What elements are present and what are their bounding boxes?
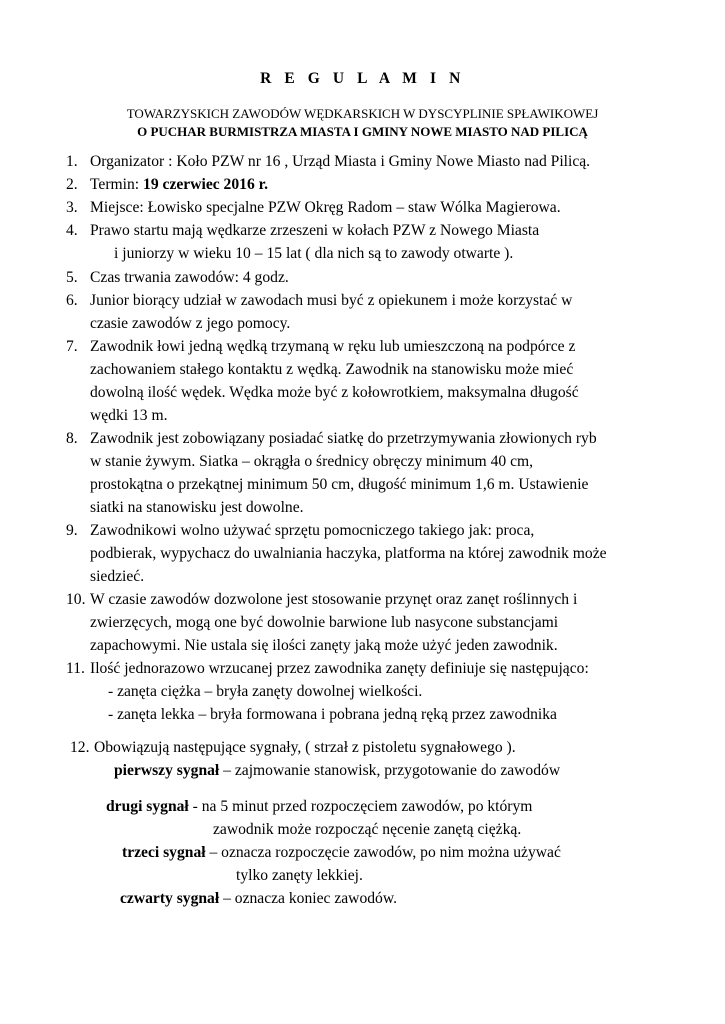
item-text-continued: w stanie żywym. Siatka – okrągła o średnicy obręczy minimum 40 cm, <box>90 453 534 470</box>
item-number: 2. <box>66 176 78 193</box>
document-subtitle-1: TOWARZYSKICH ZAWODÓW WĘDKARSKICH W DYSCYPLINIE SPŁAWIKOWEJ <box>126 106 599 121</box>
item-text: Zawodnikowi wolno używać sprzętu pomocniczego takiego jak: proca, <box>90 522 535 539</box>
item-prefix: Termin: <box>90 176 144 193</box>
item-number: 10. <box>66 591 86 608</box>
item-number: 1. <box>66 153 78 170</box>
signal-name: trzeci sygnał <box>122 844 206 861</box>
signal-3 <box>122 843 561 863</box>
item-bullet: - zanęta ciężka – bryła zanęty dowolnej wielkości. <box>108 683 423 700</box>
signal-name: pierwszy sygnał <box>114 762 220 779</box>
item-text: Czas trwania zawodów: 4 godz. <box>90 269 289 286</box>
signal-text-continued: zawodnik może rozpocząć nęcenie zanętą ciężką. <box>213 821 522 838</box>
signal-name: czwarty sygnał <box>120 890 220 907</box>
item-text <box>90 175 268 195</box>
item-text: Junior biorący udział w zawodach musi być z opiekunem i może korzystać w <box>90 292 573 309</box>
item-number: 8. <box>66 430 78 447</box>
item-date: 19 czerwiec 2016 r. <box>143 176 269 193</box>
signal-1 <box>114 761 560 781</box>
item-text: Zawodnik jest zobowiązany posiadać siatkę do przetrzymywania złowionych ryb <box>90 430 597 447</box>
item-number: 7. <box>66 338 78 355</box>
item-text-continued: siatki na stanowisku jest dowolne. <box>90 499 304 516</box>
signal-text: – zajmowanie stanowisk, przygotowanie do zawodów <box>219 762 561 779</box>
item-text: Zawodnik łowi jedną wędką trzymaną w ręku lub umieszczoną na podpórce z <box>90 338 576 355</box>
item-text: W czasie zawodów dozwolone jest stosowanie przynęt oraz zanęt roślinnych i <box>90 591 578 608</box>
item-text-continued: czasie zawodów z jego pomocy. <box>90 315 291 332</box>
signal-text: – oznacza rozpoczęcie zawodów, po nim można używać <box>205 844 561 861</box>
item-text-continued: zachowaniem stałego kontaktu z wędką. Zawodnik na stanowisku może mieć <box>90 361 574 378</box>
item-number: 4. <box>66 222 78 239</box>
document-subtitle-2: O PUCHAR BURMISTRZA MIASTA I GMINY NOWE MIASTO NAD PILICĄ <box>137 124 588 139</box>
signal-4 <box>120 889 397 909</box>
item-text-continued: podbierak, wypychacz do uwalniania haczyka, platforma na której zawodnik może <box>90 545 607 562</box>
item-bullet: - zanęta lekka – bryła formowana i pobrana jedną ręką przez zawodnika <box>108 706 557 723</box>
document-title: R E G U L A M I N <box>260 70 465 87</box>
item-text: Obowiązują następujące sygnały, ( strzał z pistoletu sygnałowego ). <box>94 739 516 756</box>
item-text-continued: siedzieć. <box>90 568 145 585</box>
item-number: 9. <box>66 522 78 539</box>
signal-name: drugi sygnał <box>106 798 189 815</box>
item-number: 11. <box>66 660 85 677</box>
item-text: Prawo startu mają wędkarze zrzeszeni w kołach PZW z Nowego Miasta <box>90 222 540 239</box>
item-text-continued: dowolną ilość wędek. Wędka może być z kołowrotkiem, maksymalna długość <box>90 384 579 401</box>
item-text: Organizator : Koło PZW nr 16 , Urząd Miasta i Gminy Nowe Miasto nad Pilicą. <box>90 153 591 170</box>
signal-2 <box>106 797 532 817</box>
item-number: 3. <box>66 199 78 216</box>
item-text-continued: zwierzęcych, mogą one być dowolnie barwione lub nasycone substancjami <box>90 614 559 631</box>
item-text-continued: prostokątna o przekątnej minimum 50 cm, długość minimum 1,6 m. Ustawienie <box>90 476 589 493</box>
item-number: 5. <box>66 269 78 286</box>
item-number: 6. <box>66 292 78 309</box>
item-text: Ilość jednorazowo wrzucanej przez zawodnika zanęty definiuje się następująco: <box>90 660 589 677</box>
signal-text: – oznacza koniec zawodów. <box>219 890 397 907</box>
item-text-continued: zapachowymi. Nie ustala się ilości zanęty jaką może użyć jeden zawodnik. <box>90 637 558 654</box>
item-text-continued: i juniorzy w wieku 10 – 15 lat ( dla nich są to zawody otwarte ). <box>114 245 514 262</box>
item-number: 12. <box>70 739 90 756</box>
item-text: Miejsce: Łowisko specjalne PZW Okręg Radom – staw Wólka Magierowa. <box>90 199 561 216</box>
signal-text-continued: tylko zanęty lekkiej. <box>236 867 363 884</box>
signal-text: - na 5 minut przed rozpoczęciem zawodów, po którym <box>188 798 533 815</box>
item-text-continued: wędki 13 m. <box>90 407 168 424</box>
